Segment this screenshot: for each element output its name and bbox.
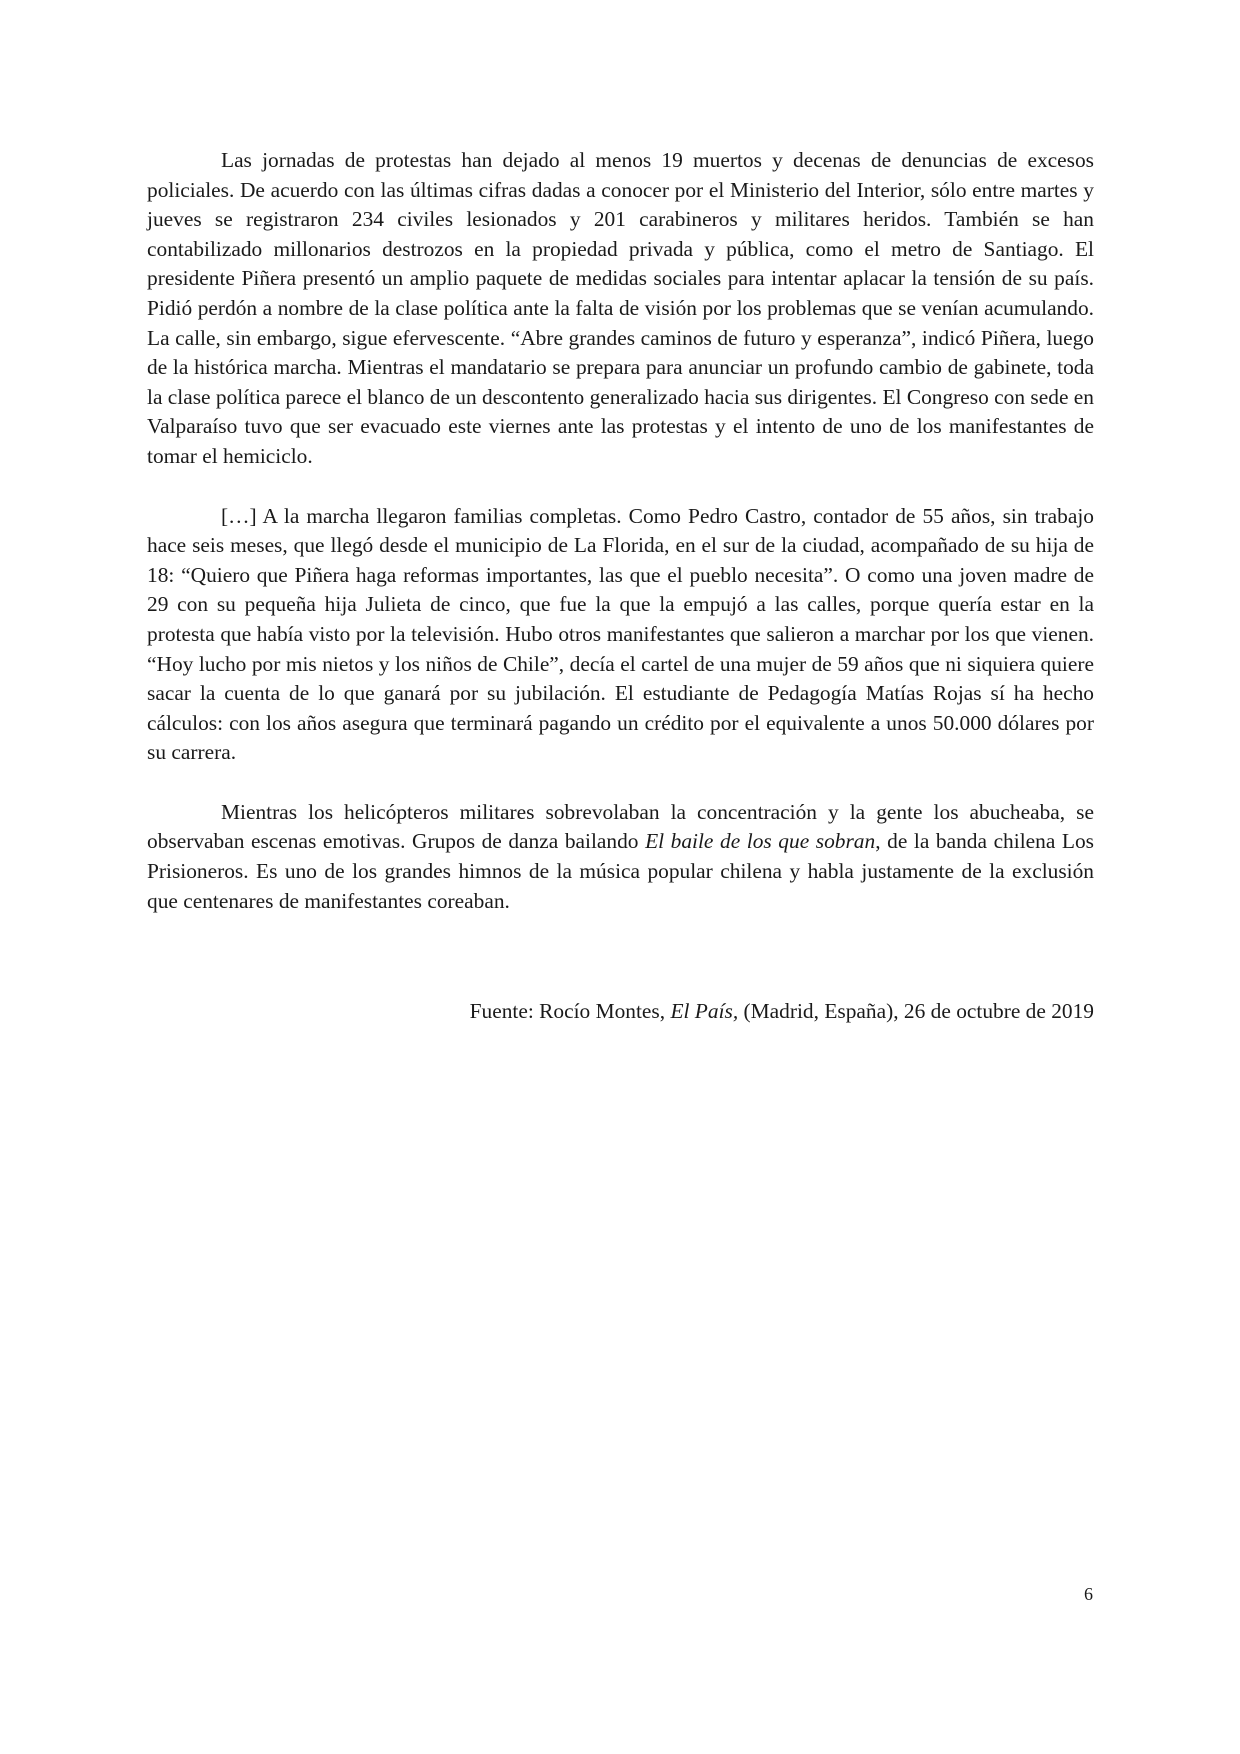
song-title: El baile de los que sobran — [645, 829, 876, 854]
source-prefix: Fuente: Rocío Montes, — [469, 999, 671, 1023]
paragraph-2: […] A la marcha llegaron familias completas. Como Pedro Castro, contador de 55 años, sin trabajo hace seis meses, que llegó desde el municipio de La Florida, en el sur de la ciudad, acompañado de su hija de 18: “Quiero que Piñera haga reformas importantes, las que el pueblo necesita”. O como una joven madre de 29 con su pequeña hija Julieta de cinco, que fue la que la empujó a las calles, porque quería estar en la protesta que había visto por la televisión. Hubo otros manifestantes que salieron a marchar por los que vienen. “Hoy lucho por mis nietos y los niños de Chile”, decía el cartel de una mujer de 59 años que ni siquiera quiere sacar la cuenta de lo que ganará por su jubilación. El estudiante de Pedagogía Matías Rojas sí ha hecho cálculos: con los años asegura que terminará pagando un crédito por el equivalente a unos 50.000 dólares por su carrera. — [147, 503, 1094, 765]
paragraph-3-start: Mientras los helicópteros militares sobrevolaban la concentración y la gente los abucheaba, se observaban escenas emotivas. Grupos de danza bailando — [147, 799, 1094, 854]
paragraph-3 — [147, 798, 1094, 916]
source-suffix: (Madrid, España), 26 de octubre de 2019 — [738, 999, 1094, 1023]
paragraph-1: Las jornadas de protestas han dejado al menos 19 muertos y decenas de denuncias de excesos policiales. De acuerdo con las últimas cifras dadas a conocer por el Ministerio del Interior, sólo entre martes y jueves se registraron 234 civiles lesionados y 201 carabineros y militares heridos. También se han contabilizado millonarios destrozos en la propiedad privada y pública, como el metro de Santiago. El presidente Piñera presentó un amplio paquete de medidas sociales para intentar aplacar la tensión de su país. Pidió perdón a nombre de la clase política ante la falta de visión por los problemas que se venían acumulando. La calle, sin embargo, sigue efervescente. “Abre grandes caminos de futuro y esperanza”, indicó Piñera, luego de la histórica marcha. Mientras el mandatario se prepara para anunciar un profundo cambio de gabinete, toda la clase política parece el blanco de un descontento generalizado hacia sus dirigentes. El Congreso con sede en Valparaíso tuvo que ser evacuado este viernes ante las protestas y el intento de uno de los manifestantes de tomar el hemiciclo. — [147, 148, 1094, 468]
source-citation — [470, 997, 1094, 1027]
paragraph-3-end: , de la banda chilena Los Prisioneros. Es uno de los grandes himnos de la música popular chilena y habla justamente de la exclusión que centenares de manifestantes coreaban. — [147, 829, 1094, 913]
article-body — [147, 146, 1094, 946]
source-publication: El País, — [670, 999, 739, 1023]
page-number: 6 — [1084, 1584, 1093, 1604]
